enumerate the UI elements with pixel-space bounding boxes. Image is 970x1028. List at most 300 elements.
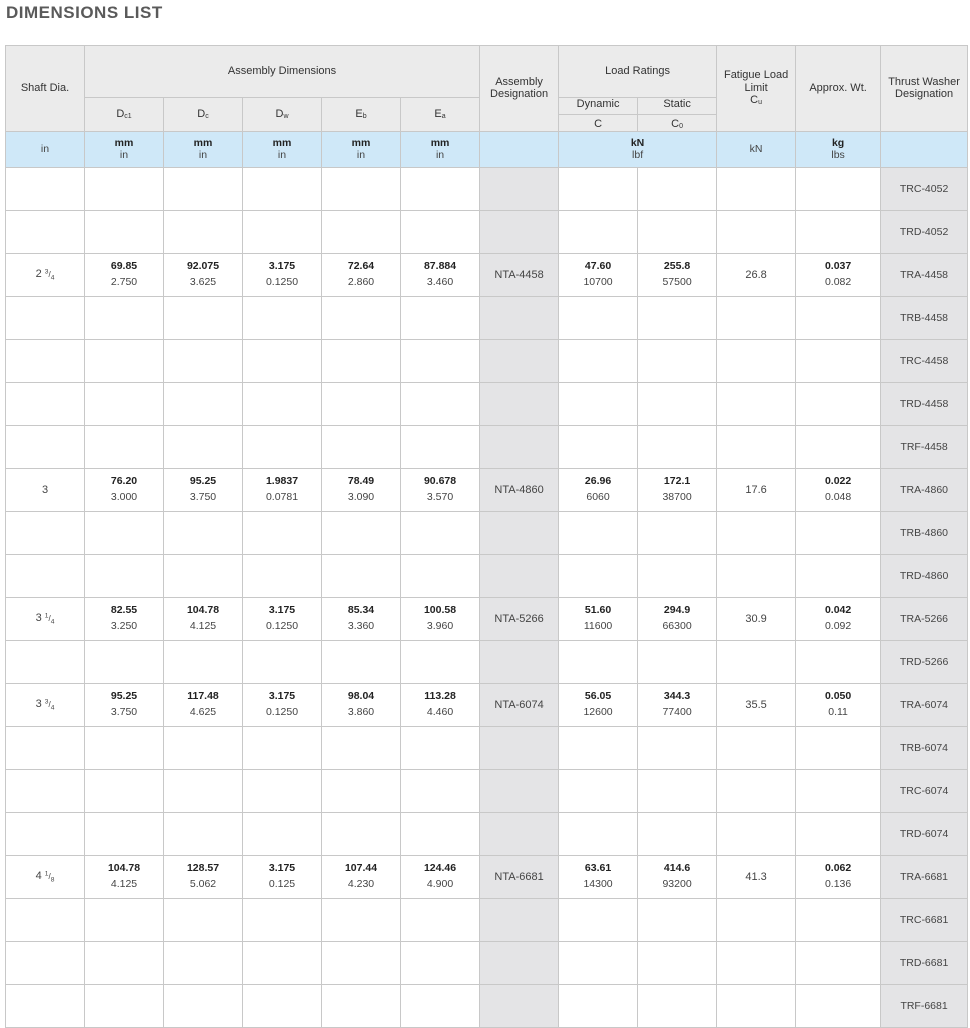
table-row — [6, 597, 968, 640]
weight-cell-mm: 0.042 — [824, 604, 852, 617]
empty-cell — [401, 726, 480, 769]
empty-cell — [638, 382, 717, 425]
dc-cell-mm: 95.25 — [189, 475, 217, 488]
empty-cell — [796, 210, 881, 253]
empty-cell — [85, 167, 164, 210]
table-row — [6, 339, 968, 382]
empty-cell — [559, 554, 638, 597]
empty-cell — [401, 167, 480, 210]
eb-cell-in: 3.090 — [347, 490, 375, 503]
empty-cell — [796, 339, 881, 382]
weight-cell — [796, 855, 881, 898]
fatigue-label: Fatigue Load Limit — [723, 69, 789, 94]
dw-cell-in: 0.1250 — [265, 275, 299, 288]
empty-cell — [480, 425, 559, 468]
eb-cell-in: 2.860 — [347, 275, 375, 288]
empty-cell — [480, 296, 559, 339]
dc1-cell — [85, 597, 164, 640]
dc1-cell-mm: 69.85 — [110, 260, 138, 273]
empty-cell — [85, 898, 164, 941]
static-cell — [638, 855, 717, 898]
empty-cell — [638, 812, 717, 855]
dw-cell-in: 0.1250 — [265, 705, 299, 718]
empty-cell — [401, 296, 480, 339]
empty-cell — [638, 898, 717, 941]
washer-designation-cell: TRC-4052 — [881, 167, 968, 210]
thrust-washer-header: Thrust Washer Designation — [881, 46, 968, 132]
empty-cell — [6, 425, 85, 468]
empty-cell — [480, 210, 559, 253]
washer-designation-cell: TRA-4458 — [881, 253, 968, 296]
dc1-cell-in: 2.750 — [110, 275, 138, 288]
empty-cell — [6, 726, 85, 769]
dynamic-cell-in: 10700 — [583, 275, 613, 288]
empty-cell — [85, 984, 164, 1027]
weight-cell-in: 0.092 — [824, 619, 852, 632]
empty-cell — [559, 941, 638, 984]
dynamic-cell — [559, 855, 638, 898]
eb-cell — [322, 683, 401, 726]
empty-cell — [6, 941, 85, 984]
static-cell-in: 38700 — [662, 490, 692, 503]
dw-cell-mm: 3.175 — [268, 690, 296, 703]
empty-cell — [243, 339, 322, 382]
dc1-cell — [85, 253, 164, 296]
table-row — [6, 683, 968, 726]
empty-cell — [796, 726, 881, 769]
empty-cell — [480, 167, 559, 210]
empty-cell — [6, 554, 85, 597]
empty-cell — [559, 296, 638, 339]
empty-cell — [85, 554, 164, 597]
empty-cell — [6, 812, 85, 855]
empty-cell — [480, 941, 559, 984]
empty-cell — [717, 898, 796, 941]
ea-cell-mm: 90.678 — [423, 475, 457, 488]
static-header: Static C0 — [638, 98, 717, 132]
empty-cell — [243, 726, 322, 769]
empty-cell — [480, 769, 559, 812]
empty-cell — [6, 382, 85, 425]
empty-cell — [717, 425, 796, 468]
eb-cell — [322, 468, 401, 511]
empty-cell — [164, 511, 243, 554]
ea-cell-in: 3.460 — [426, 275, 454, 288]
empty-cell — [85, 210, 164, 253]
ea-cell — [401, 597, 480, 640]
shaft-dia-header: Shaft Dia. — [6, 46, 85, 132]
static-cell — [638, 253, 717, 296]
empty-cell — [796, 167, 881, 210]
washer-designation-cell: TRD-4052 — [881, 210, 968, 253]
empty-cell — [6, 210, 85, 253]
empty-cell — [717, 382, 796, 425]
empty-cell — [559, 726, 638, 769]
empty-cell — [322, 812, 401, 855]
empty-cell — [401, 210, 480, 253]
washer-designation-cell: TRF-6681 — [881, 984, 968, 1027]
empty-cell — [164, 210, 243, 253]
dynamic-cell — [559, 468, 638, 511]
empty-cell — [638, 984, 717, 1027]
fatigue-cell: 26.8 — [717, 253, 796, 296]
empty-cell — [6, 640, 85, 683]
empty-cell — [717, 210, 796, 253]
washer-designation-cell: TRA-4860 — [881, 468, 968, 511]
empty-cell — [638, 554, 717, 597]
empty-cell — [322, 511, 401, 554]
empty-cell — [6, 511, 85, 554]
empty-cell — [401, 941, 480, 984]
static-cell — [638, 468, 717, 511]
unit-fatigue: kN — [717, 131, 796, 167]
dw-cell-mm: 3.175 — [268, 604, 296, 617]
dynamic-cell-in: 6060 — [586, 490, 610, 503]
shaft-dia-cell: 4 $^1/_8$ — [6, 855, 85, 898]
empty-cell — [243, 769, 322, 812]
empty-cell — [717, 941, 796, 984]
empty-cell — [164, 296, 243, 339]
eb-cell-in: 3.860 — [347, 705, 375, 718]
designation-cell: NTA-4458 — [480, 253, 559, 296]
shaft-dia-cell: 2 $^3/_4$ — [6, 253, 85, 296]
empty-cell — [243, 554, 322, 597]
empty-cell — [796, 640, 881, 683]
fatigue-cell: 41.3 — [717, 855, 796, 898]
dynamic-cell-mm: 56.05 — [584, 690, 612, 703]
washer-designation-cell: TRD-4458 — [881, 382, 968, 425]
empty-cell — [559, 339, 638, 382]
dynamic-header: Dynamic C — [559, 98, 638, 132]
dw-cell-in: 0.1250 — [265, 619, 299, 632]
empty-cell — [638, 167, 717, 210]
dc1-cell-mm: 76.20 — [110, 475, 138, 488]
empty-cell — [85, 726, 164, 769]
empty-cell — [85, 769, 164, 812]
empty-cell — [322, 554, 401, 597]
dc-cell — [164, 253, 243, 296]
empty-cell — [638, 941, 717, 984]
empty-cell — [796, 425, 881, 468]
dc1-cell-mm: 95.25 — [110, 690, 138, 703]
ea-header: Ea — [401, 98, 480, 132]
empty-cell — [322, 167, 401, 210]
empty-cell — [85, 941, 164, 984]
empty-cell — [401, 425, 480, 468]
empty-cell — [243, 382, 322, 425]
table-row — [6, 468, 968, 511]
unit-eb: mm in — [322, 131, 401, 167]
weight-cell-mm: 0.050 — [824, 690, 852, 703]
table-row — [6, 425, 968, 468]
dynamic-cell — [559, 253, 638, 296]
empty-cell — [243, 941, 322, 984]
dc1-cell — [85, 855, 164, 898]
dw-cell — [243, 683, 322, 726]
empty-cell — [164, 726, 243, 769]
designation-cell: NTA-6074 — [480, 683, 559, 726]
empty-cell — [480, 812, 559, 855]
empty-cell — [164, 167, 243, 210]
table-row — [6, 898, 968, 941]
empty-cell — [322, 984, 401, 1027]
dynamic-cell-mm: 63.61 — [584, 862, 612, 875]
weight-cell-in: 0.136 — [824, 877, 852, 890]
empty-cell — [796, 984, 881, 1027]
table-row — [6, 167, 968, 210]
washer-designation-cell: TRB-4860 — [881, 511, 968, 554]
empty-cell — [480, 726, 559, 769]
designation-cell: NTA-5266 — [480, 597, 559, 640]
washer-designation-cell: TRB-6074 — [881, 726, 968, 769]
weight-cell — [796, 468, 881, 511]
empty-cell — [322, 898, 401, 941]
empty-cell — [6, 984, 85, 1027]
table-row — [6, 253, 968, 296]
table-row — [6, 726, 968, 769]
empty-cell — [322, 382, 401, 425]
unit-designation — [480, 131, 559, 167]
dw-cell-mm: 3.175 — [268, 260, 296, 273]
dw-cell — [243, 597, 322, 640]
table-row — [6, 984, 968, 1027]
static-cell — [638, 683, 717, 726]
empty-cell — [717, 726, 796, 769]
empty-cell — [243, 812, 322, 855]
empty-cell — [480, 898, 559, 941]
weight-cell-mm: 0.037 — [824, 260, 852, 273]
dc-cell-in: 3.750 — [189, 490, 217, 503]
static-cell-mm: 172.1 — [663, 475, 691, 488]
dc1-cell-in: 3.750 — [110, 705, 138, 718]
weight-cell-mm: 0.062 — [824, 862, 852, 875]
empty-cell — [322, 425, 401, 468]
dw-cell-in: 0.125 — [268, 877, 296, 890]
dc-cell — [164, 468, 243, 511]
eb-header: Eb — [322, 98, 401, 132]
empty-cell — [322, 210, 401, 253]
ea-cell-in: 4.900 — [426, 877, 454, 890]
empty-cell — [85, 382, 164, 425]
empty-cell — [322, 941, 401, 984]
weight-cell-in: 0.11 — [828, 705, 848, 718]
dimensions-table — [5, 45, 968, 1028]
empty-cell — [559, 898, 638, 941]
empty-cell — [480, 984, 559, 1027]
empty-cell — [85, 812, 164, 855]
static-cell-in: 77400 — [662, 705, 692, 718]
empty-cell — [6, 296, 85, 339]
unit-shaft: in — [6, 131, 85, 167]
empty-cell — [559, 167, 638, 210]
washer-designation-cell: TRF-4458 — [881, 425, 968, 468]
dc1-cell-in: 3.250 — [110, 619, 138, 632]
dynamic-cell-mm: 51.60 — [584, 604, 612, 617]
dw-cell-in: 0.0781 — [265, 490, 299, 503]
dynamic-cell-mm: 26.96 — [584, 475, 612, 488]
dc1-cell-in: 4.125 — [110, 877, 138, 890]
empty-cell — [322, 339, 401, 382]
shaft-dia-cell: 3 $^1/_4$ — [6, 597, 85, 640]
eb-cell — [322, 597, 401, 640]
empty-cell — [796, 812, 881, 855]
dynamic-cell — [559, 683, 638, 726]
empty-cell — [164, 339, 243, 382]
empty-cell — [322, 296, 401, 339]
eb-cell-in: 4.230 — [347, 877, 375, 890]
empty-cell — [85, 339, 164, 382]
empty-cell — [401, 769, 480, 812]
dc1-cell — [85, 683, 164, 726]
ea-cell-mm: 100.58 — [423, 604, 457, 617]
unit-dc1: mm in — [85, 131, 164, 167]
dc-cell-in: 4.125 — [189, 619, 217, 632]
dc1-cell-mm: 82.55 — [110, 604, 138, 617]
fatigue-cell: 30.9 — [717, 597, 796, 640]
dc-cell-in: 3.625 — [189, 275, 217, 288]
unit-dw: mm in — [243, 131, 322, 167]
empty-cell — [401, 511, 480, 554]
empty-cell — [164, 812, 243, 855]
designation-cell: NTA-6681 — [480, 855, 559, 898]
static-cell-mm: 294.9 — [663, 604, 691, 617]
table-row — [6, 382, 968, 425]
empty-cell — [480, 640, 559, 683]
table-body — [6, 167, 968, 1027]
washer-designation-cell: TRA-6074 — [881, 683, 968, 726]
weight-cell-mm: 0.022 — [824, 475, 852, 488]
unit-load: kN lbf — [559, 131, 717, 167]
unit-dc: mm in — [164, 131, 243, 167]
empty-cell — [401, 339, 480, 382]
weight-cell — [796, 683, 881, 726]
empty-cell — [638, 296, 717, 339]
ea-cell-in: 4.460 — [426, 705, 454, 718]
empty-cell — [480, 554, 559, 597]
empty-cell — [401, 554, 480, 597]
empty-cell — [559, 382, 638, 425]
weight-cell — [796, 253, 881, 296]
empty-cell — [717, 812, 796, 855]
eb-cell-mm: 78.49 — [347, 475, 375, 488]
washer-designation-cell: TRC-6681 — [881, 898, 968, 941]
dw-cell-mm: 1.9837 — [265, 475, 299, 488]
empty-cell — [164, 382, 243, 425]
table-row — [6, 640, 968, 683]
static-cell-mm: 414.6 — [663, 862, 691, 875]
unit-ea: mm in — [401, 131, 480, 167]
empty-cell — [164, 640, 243, 683]
table-row — [6, 554, 968, 597]
empty-cell — [638, 640, 717, 683]
empty-cell — [480, 382, 559, 425]
table-row — [6, 296, 968, 339]
static-cell-in: 57500 — [662, 275, 692, 288]
empty-cell — [559, 511, 638, 554]
empty-cell — [717, 511, 796, 554]
empty-cell — [796, 941, 881, 984]
dynamic-cell — [559, 597, 638, 640]
shaft-dia-cell: 3 — [6, 468, 85, 511]
empty-cell — [243, 296, 322, 339]
empty-cell — [322, 726, 401, 769]
ea-cell — [401, 468, 480, 511]
table-row — [6, 941, 968, 984]
dw-cell — [243, 253, 322, 296]
empty-cell — [638, 425, 717, 468]
dc-cell-in: 4.625 — [189, 705, 217, 718]
dc-cell — [164, 683, 243, 726]
assembly-dimensions-header: Assembly Dimensions — [85, 46, 480, 98]
washer-designation-cell: TRD-4860 — [881, 554, 968, 597]
dw-cell — [243, 855, 322, 898]
eb-cell — [322, 253, 401, 296]
empty-cell — [796, 382, 881, 425]
ea-cell — [401, 253, 480, 296]
load-ratings-header: Load Ratings — [559, 46, 717, 98]
dc-cell — [164, 597, 243, 640]
static-cell-in: 93200 — [662, 877, 692, 890]
empty-cell — [243, 210, 322, 253]
eb-cell-in: 3.360 — [347, 619, 375, 632]
washer-designation-cell: TRA-6681 — [881, 855, 968, 898]
dc1-cell-in: 3.000 — [110, 490, 138, 503]
washer-designation-cell: TRB-4458 — [881, 296, 968, 339]
dc-cell — [164, 855, 243, 898]
empty-cell — [243, 167, 322, 210]
dynamic-cell-mm: 47.60 — [584, 260, 612, 273]
empty-cell — [638, 769, 717, 812]
units-row — [6, 131, 968, 167]
dynamic-cell-in: 14300 — [583, 877, 613, 890]
empty-cell — [796, 511, 881, 554]
ea-cell-in: 3.960 — [426, 619, 454, 632]
eb-cell-mm: 98.04 — [347, 690, 375, 703]
weight-cell-in: 0.082 — [824, 275, 852, 288]
empty-cell — [480, 339, 559, 382]
empty-cell — [243, 984, 322, 1027]
empty-cell — [717, 769, 796, 812]
washer-designation-cell: TRD-6074 — [881, 812, 968, 855]
static-cell-mm: 344.3 — [663, 690, 691, 703]
ea-cell-mm: 124.46 — [423, 862, 457, 875]
table-row — [6, 511, 968, 554]
unit-wt: kg lbs — [796, 131, 881, 167]
empty-cell — [164, 769, 243, 812]
weight-cell-in: 0.048 — [824, 490, 852, 503]
empty-cell — [85, 296, 164, 339]
empty-cell — [480, 511, 559, 554]
ea-cell — [401, 855, 480, 898]
dw-cell-mm: 3.175 — [268, 862, 296, 875]
washer-designation-cell: TRD-6681 — [881, 941, 968, 984]
empty-cell — [559, 984, 638, 1027]
empty-cell — [717, 640, 796, 683]
empty-cell — [717, 167, 796, 210]
dynamic-cell-in: 12600 — [583, 705, 613, 718]
empty-cell — [559, 210, 638, 253]
empty-cell — [243, 425, 322, 468]
eb-cell-mm: 85.34 — [347, 604, 375, 617]
empty-cell — [717, 339, 796, 382]
empty-cell — [796, 296, 881, 339]
unit-washer — [881, 131, 968, 167]
ea-cell — [401, 683, 480, 726]
page-title: DIMENSIONS LIST — [6, 3, 163, 22]
dc-cell-mm: 92.075 — [186, 260, 220, 273]
empty-cell — [717, 984, 796, 1027]
dc-cell-mm: 117.48 — [187, 690, 219, 703]
